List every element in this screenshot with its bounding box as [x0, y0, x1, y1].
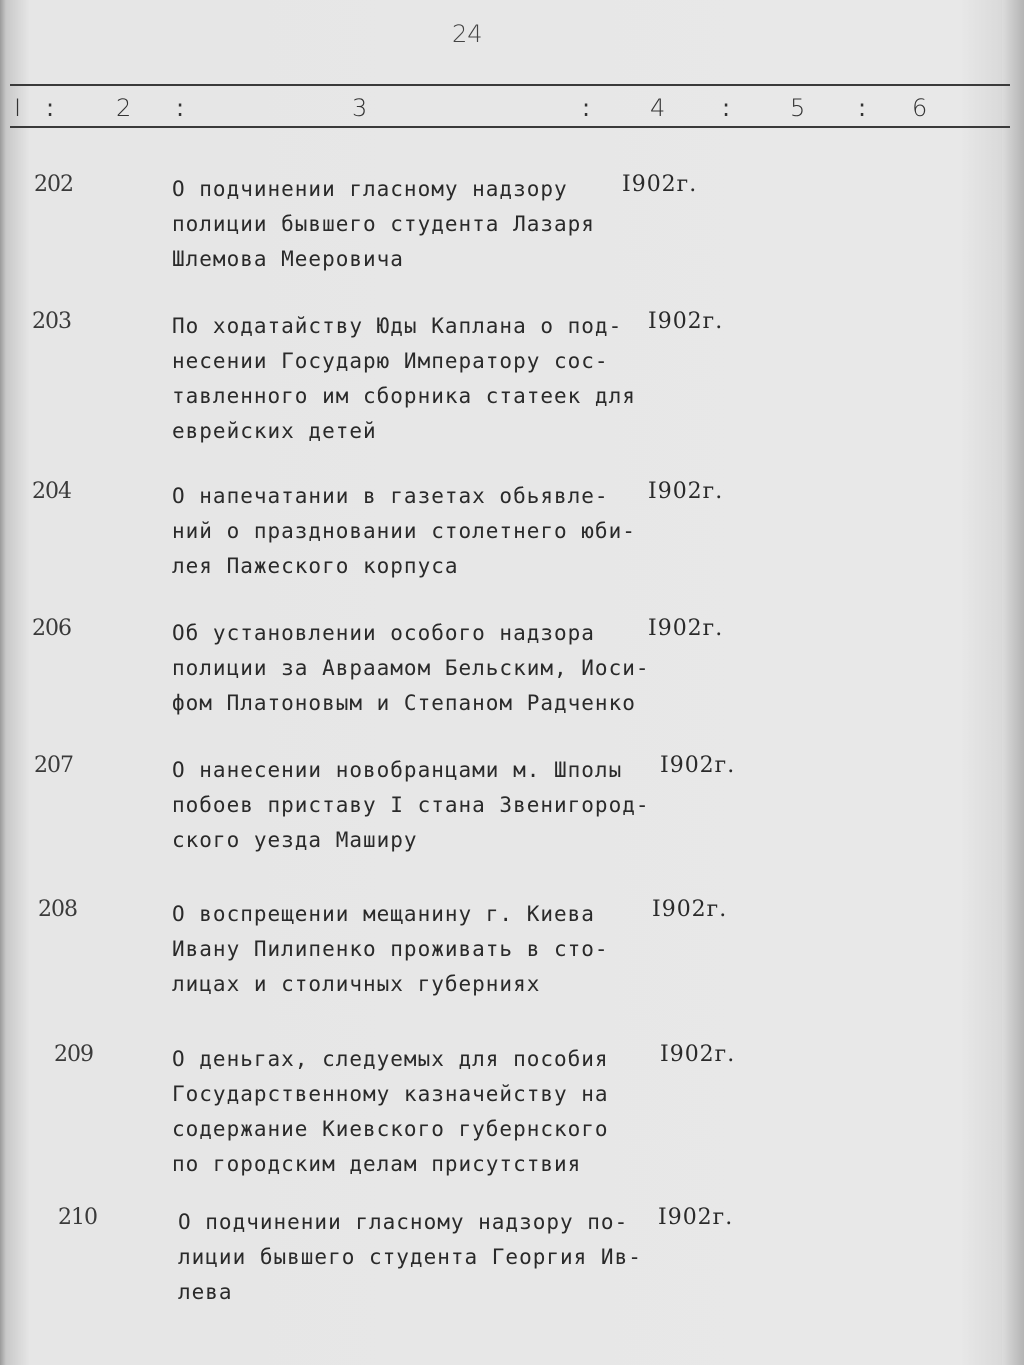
header-rule-bottom	[10, 126, 1010, 128]
page-number: 24	[452, 20, 483, 48]
case-number: 210	[58, 1205, 97, 1230]
column-header-5: 5	[790, 94, 806, 122]
case-year: I902г.	[660, 753, 736, 778]
column-header-6: 6	[912, 94, 928, 122]
case-title: По ходатайству Юды Каплана о под- несении Государю Императору сос- тавленного им сборника статеек для еврейских детей	[172, 314, 636, 443]
case-number: 209	[54, 1042, 93, 1067]
case-title: Об установлении особого надзора полиции за Авраамом Бельским, Иоси- фом Платоновым и Степаном Радченко	[172, 621, 650, 715]
column-header-3: 3	[352, 94, 368, 122]
case-title: О деньгах, следуемых для пособия Государственному казначейству на содержание Киевского губернского по городским делам присутствия	[172, 1047, 609, 1176]
case-number: 202	[34, 172, 73, 197]
case-number: 207	[34, 753, 73, 778]
case-title: О подчинении гласному надзору по- лиции бывшего студента Георгия Ив- лева	[178, 1210, 642, 1304]
case-year: I902г.	[660, 1042, 736, 1067]
case-year: I902г.	[622, 172, 698, 197]
case-number: 206	[32, 616, 71, 641]
page-edge-shadow	[1002, 0, 1024, 1365]
case-number: 204	[32, 479, 71, 504]
case-number: 203	[32, 309, 71, 334]
column-header-4: 4	[650, 94, 666, 122]
case-year: I902г.	[652, 897, 728, 922]
case-year: I902г.	[658, 1205, 734, 1230]
column-separator: :	[582, 94, 591, 122]
case-title: О нанесении новобранцами м. Шполы побоев приставу I стана Звенигород- ского уезда Маширу	[172, 758, 650, 852]
case-title: О подчинении гласному надзору полиции бывшего студента Лазаря Шлемова Мееровича	[172, 177, 595, 271]
column-header-2: 2	[116, 94, 132, 122]
case-title: О напечатании в газетах обьявле- ний о праздновании столетнего юби- лея Пажеского корпуса	[172, 484, 636, 578]
column-separator: :	[46, 94, 55, 122]
case-number: 208	[38, 897, 77, 922]
case-year: I902г.	[648, 309, 724, 334]
column-separator: :	[176, 94, 185, 122]
column-separator: :	[858, 94, 867, 122]
case-title: О воспрещении мещанину г. Киева Ивану Пилипенко проживать в сто- лицах и столичных губерниях	[172, 902, 609, 996]
header-rule-top	[10, 84, 1010, 86]
column-header-1: I	[14, 94, 22, 122]
case-year: I902г.	[648, 479, 724, 504]
column-separator: :	[722, 94, 731, 122]
case-year: I902г.	[648, 616, 724, 641]
